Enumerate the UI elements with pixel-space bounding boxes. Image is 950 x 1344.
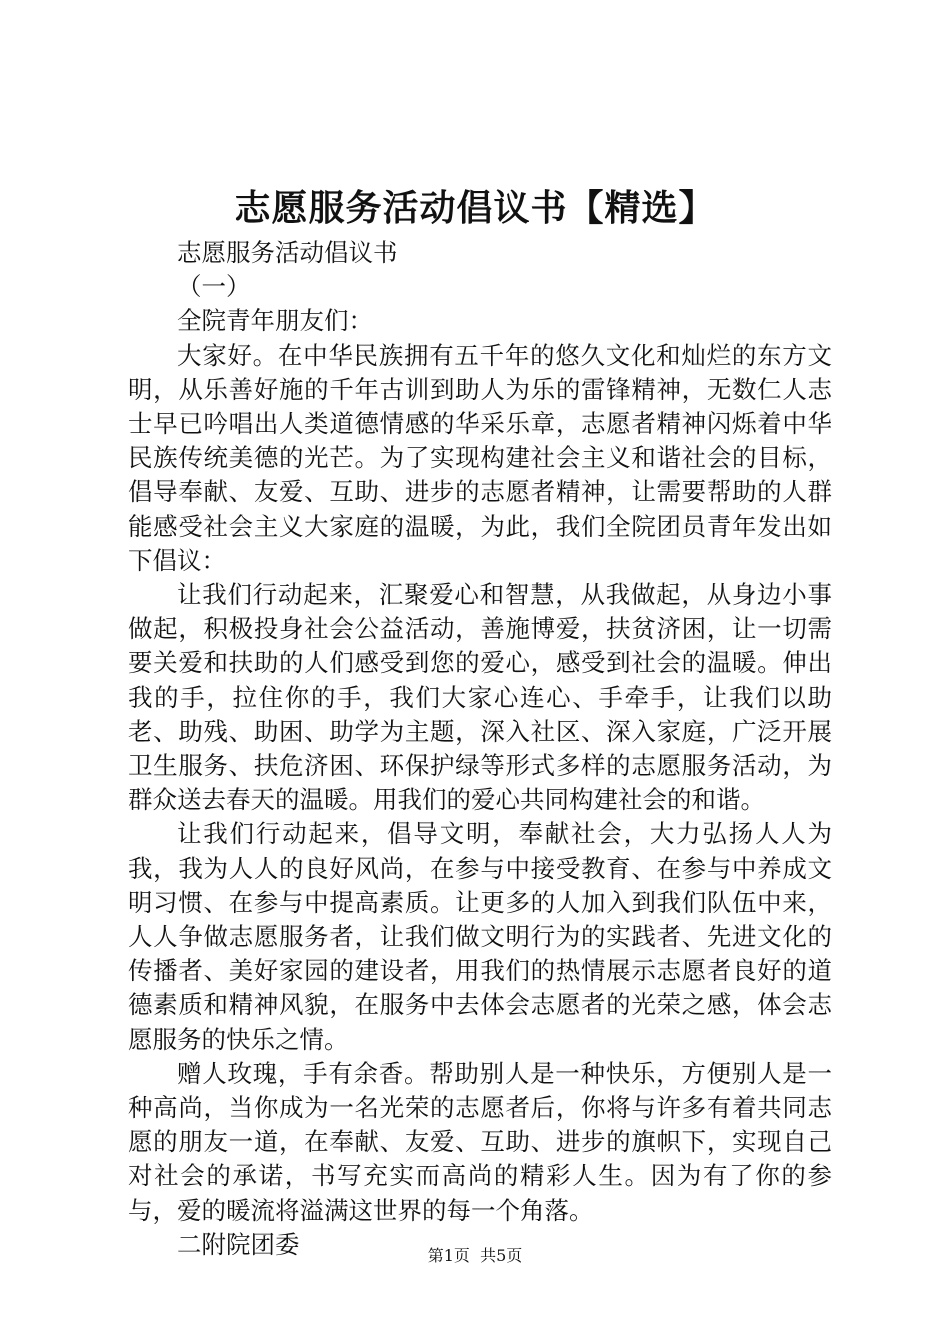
page-number: 第1页 [427,1246,470,1265]
body-paragraph: 让我们行动起来，倡导文明，奉献社会，大力弘扬人人为我，我为人人的良好风尚，在参与中接受教育、在参与中养成文明习惯、在参与中提高素质。让更多的人加入到我们队伍中来，人人争做志愿服务者，让我们做文明行为的实践者、先进文化的传播者、美好家园的建设者，用我们的热情展示志愿者良好的道德素质和精神风貌，在服务中去体会志愿者的光荣之感，体会志愿服务的快乐之情。 [128,819,832,1054]
salutation: 全院青年朋友们： [177,306,373,336]
signature: 二附院团委 [177,1229,300,1259]
page-footer [0,1246,950,1266]
document-body [128,236,832,1262]
body-paragraph: 赠人玫瑰，手有余香。帮助别人是一种快乐，方便别人是一种高尚，当你成为一名光荣的志愿者后，你将与许多有着共同志愿的朋友一道，在奉献、友爱、互助、进步的旗帜下，实现自己对社会的承诺，书写充实而高尚的精彩人生。因为有了你的参与，爱的暖流将溢满这世界的每一个角落。 [128,1058,832,1225]
body-paragraph: 大家好。在中华民族拥有五千年的悠久文化和灿烂的东方文明，从乐善好施的千年古训到助人为乐的雷锋精神，无数仁人志士早已吟唱出人类道德情感的华采乐章，志愿者精神闪烁着中华民族传统美德的光芒。为了实现构建社会主义和谐社会的目标，倡导奉献、友爱、互助、进步的志愿者精神，让需要帮助的人群能感受社会主义大家庭的温暖，为此，我们全院团员青年发出如下倡议： [128,340,832,575]
page-total: 共5页 [480,1246,523,1265]
section-number: （一） [177,272,251,302]
document-title: 志愿服务活动倡议书【精选】 [234,188,716,229]
body-paragraph: 让我们行动起来，汇聚爱心和智慧，从我做起，从身边小事做起，积极投身社会公益活动，善施博爱，扶贫济困，让一切需要关爱和扶助的人们感受到您的爱心，感受到社会的温暖。伸出我的手，拉住你的手，我们大家心连心、手牵手，让我们以助老、助残、助困、助学为主题，深入社区、深入家庭，广泛开展卫生服务、扶危济困、环保护绿等形式多样的志愿服务活动，为群众送去春天的温暖。用我们的爱心共同构建社会的和谐。 [128,580,832,815]
subtitle: 志愿服务活动倡议书 [177,238,398,267]
